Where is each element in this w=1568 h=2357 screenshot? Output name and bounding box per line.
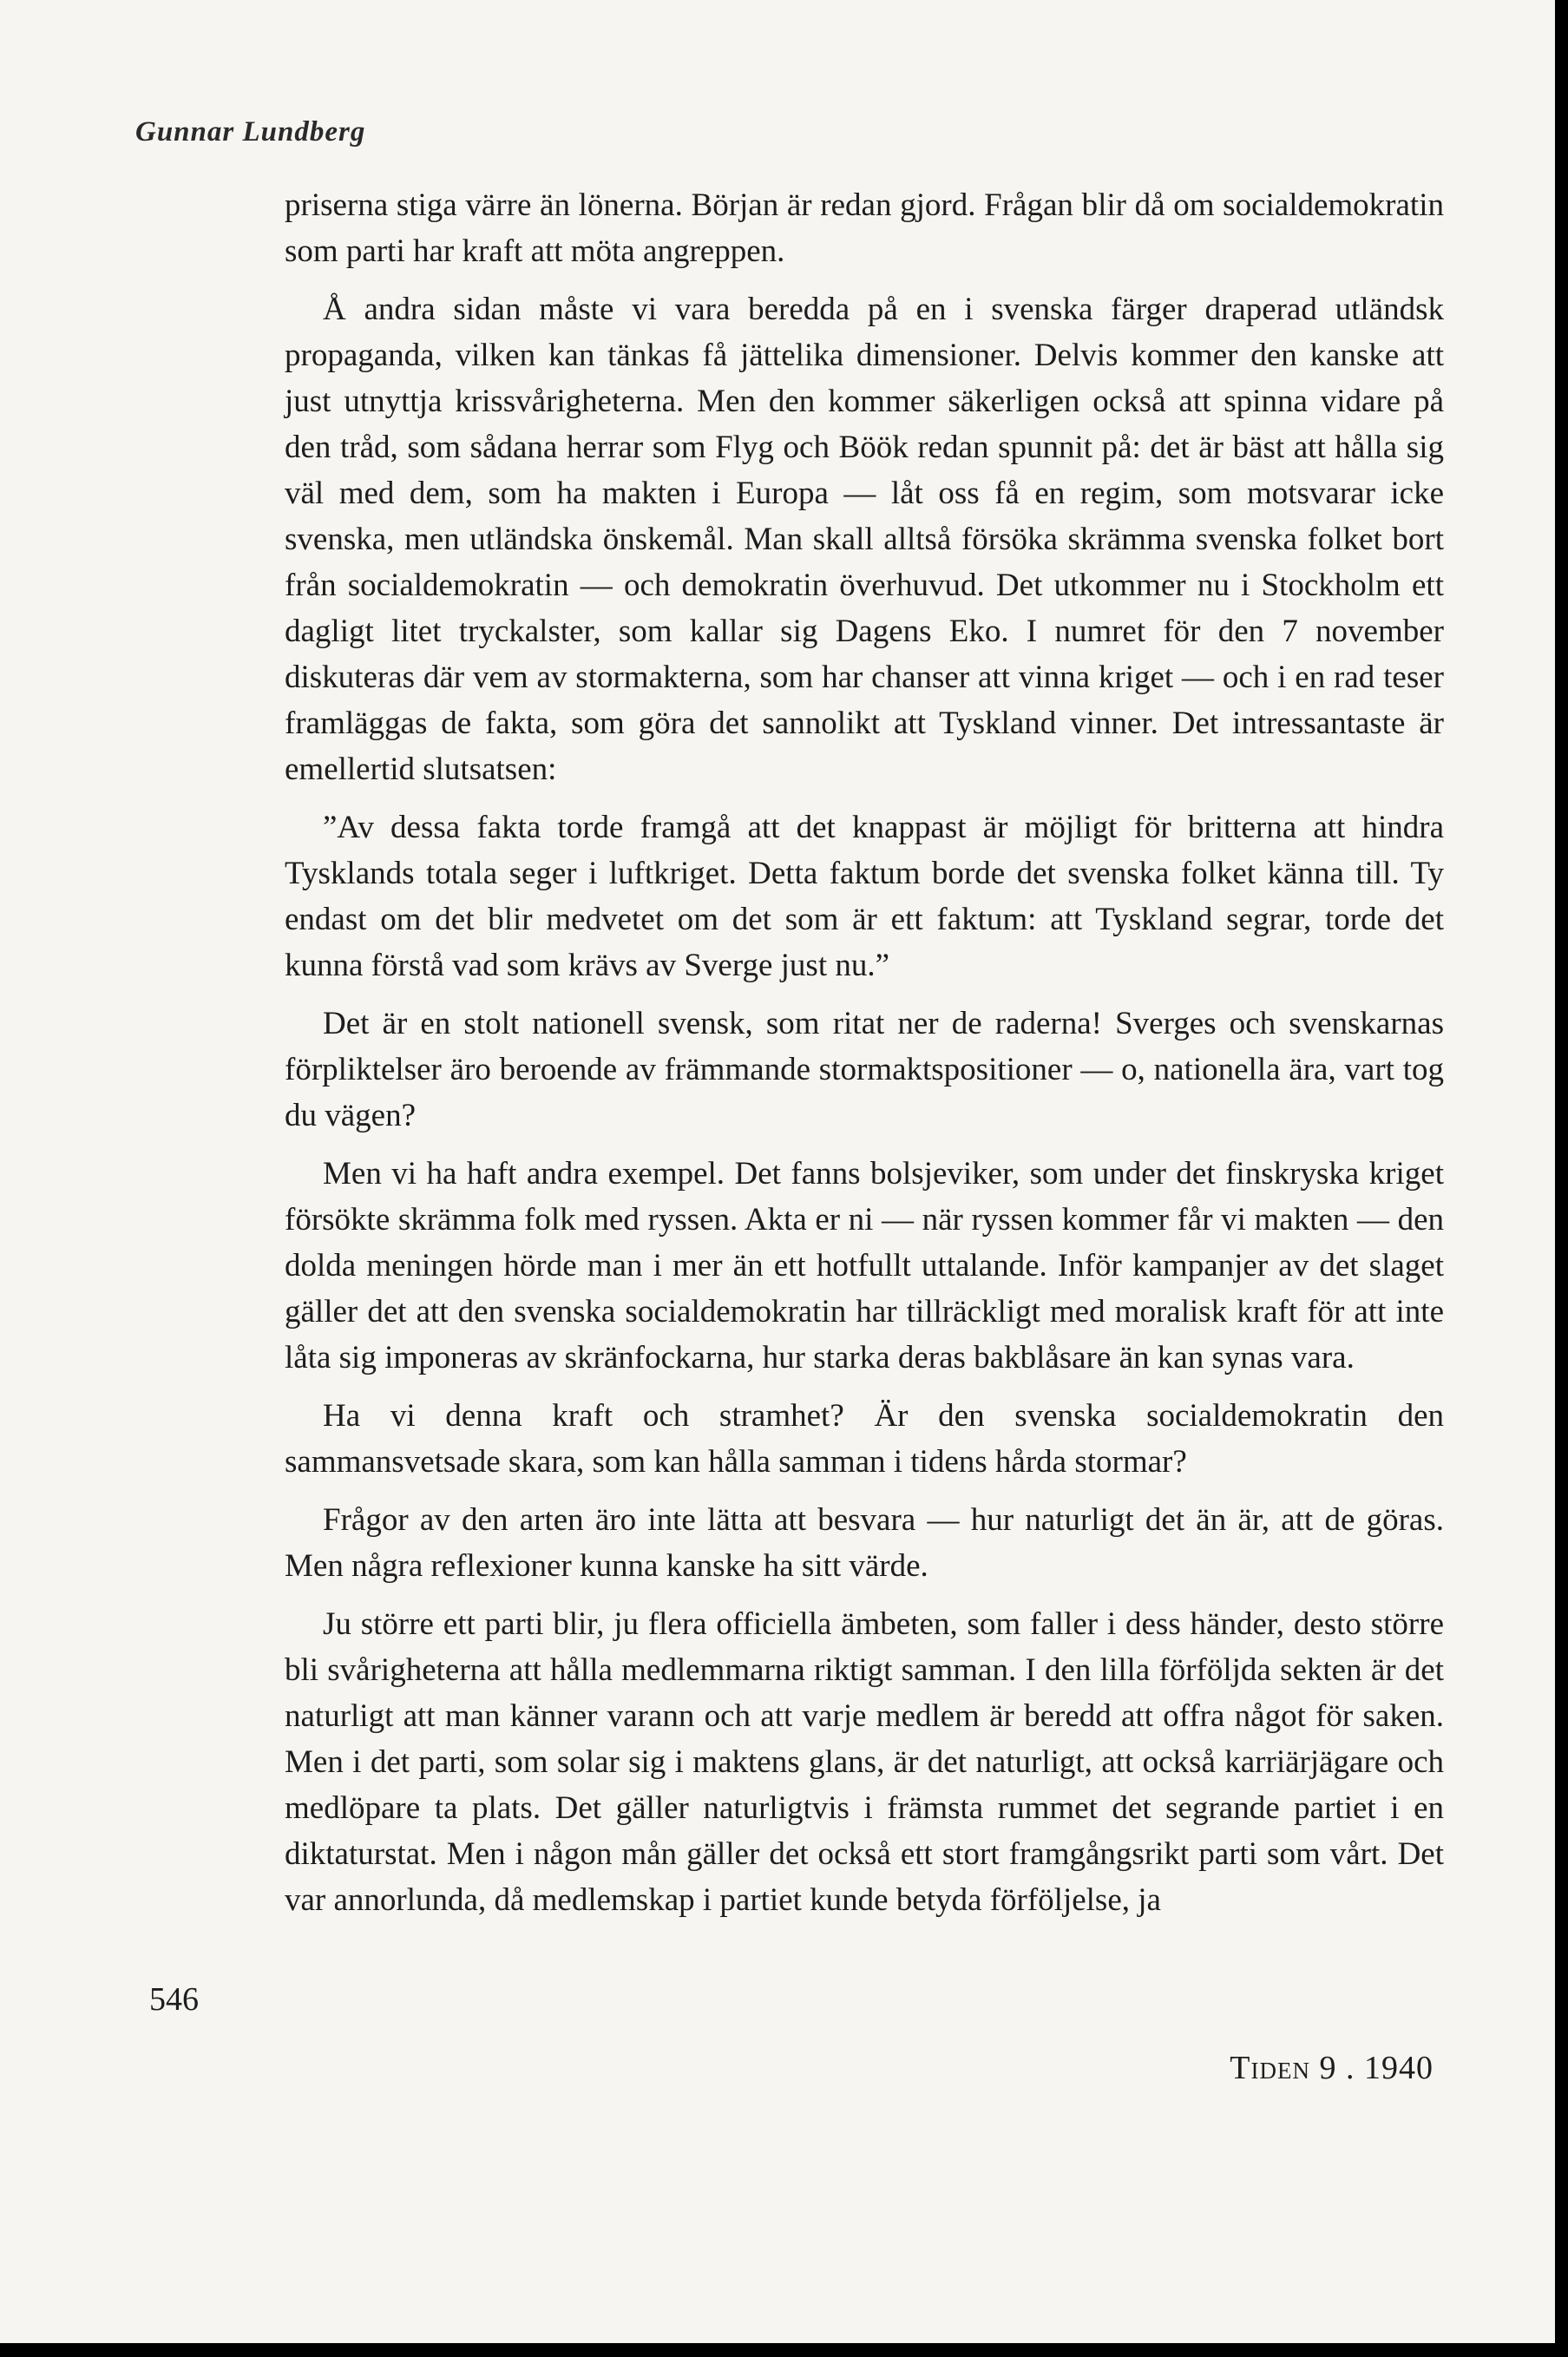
paragraph-4: Det är en stolt nationell svensk, som ritat ner de raderna! Sverges och svenskarnas förpliktelser äro beroende av främmande stormaktspositioner — o, nationella ära, vart tog du vägen?: [285, 1006, 1444, 1133]
paragraph-1: priserna stiga värre än lönerna. Början är redan gjord. Frågan blir då om socialdemokratin som parti har kraft att möta angreppen.: [285, 187, 1444, 269]
journal-footer: Tiden 9 . 1940: [1230, 2050, 1434, 2086]
paragraph-8: Ju större ett parti blir, ju flera officiella ämbeten, som faller i dess händer, desto större bli svårigheterna att hålla medlemmarna riktigt samman. I den lilla förföljda sekten är det naturligt att man känner varann och att varje medlem är beredd att offra något för saken. Men i det parti, som solar sig i maktens glans, är det naturligt, att också karriärjägare och medlöpare ta plats. Det gäller naturligtvis i främsta rummet det segrande partiet i en diktaturstat. Men i någon mån gäller det också ett stort framgångsrikt parti som vårt. Det var annorlunda, då medlemskap i partiet kunde betyda förföljelse, ja: [285, 1606, 1444, 1918]
running-head: Gunnar Lundberg: [135, 116, 366, 148]
quote-paragraph: ”Av dessa fakta torde framgå att det knappast är möjligt för britterna att hindra Tysklands totala seger i luftkriget. Detta faktum borde det svenska folket känna till. Ty endast om det blir medvetet om det som är ett faktum: att Tyskland segrar, torde det kunna förstå vad som krävs av Sverge just nu.”: [285, 810, 1444, 983]
paragraph-6: Ha vi denna kraft och stramhet? Är den svenska socialdemokratin den sammansvetsade skara, som kan hålla samman i tidens hårda stormar?: [285, 1398, 1444, 1480]
paragraph-2: Å andra sidan måste vi vara beredda på en i svenska färger draperad utländsk propaganda, vilken kan tänkas få jättelika dimensioner. Delvis kommer den kanske att just utnyttja krissvårigheterna. Men den kommer säkerligen också att spinna vidare på den tråd, som sådana herrar som Flyg och Böök redan spunnit på: det är bäst att hålla sig väl med dem, som ha makten i Europa — låt oss få en regim, som motsvarar icke svenska, men utländska önskemål. Man skall alltså försöka skrämma svenska folket bort från socialdemokratin — och demokratin överhuvud. Det utkommer nu i Stockholm ett dagligt litet tryckalster, som kallar sig Dagens Eko. I numret för den 7 november diskuteras där vem av stormakterna, som har chanser att vinna kriget — och i en rad teser framläggas de fakta, som göra det sannolikt att Tyskland vinner. Det intressantaste är emellertid slutsatsen:: [285, 292, 1444, 787]
paragraph-7: Frågor av den arten äro inte lätta att besvara — hur naturligt det än är, att de göras. Men några reflexioner kunna kanske ha sitt värde.: [285, 1502, 1444, 1584]
paragraph-5: Men vi ha haft andra exempel. Det fanns bolsjeviker, som under det finskryska kriget försökte skrämma folk med ryssen. Akta er ni — när ryssen kommer får vi makten — den dolda meningen hörde man i mer än ett hotfullt uttalande. Inför kampanjer av det slaget gäller det att den svenska socialdemokratin har tillräckligt med moralisk kraft för att inte låta sig imponeras av skränfockarna, hur starka deras bakblåsare än kan synas vara.: [285, 1156, 1444, 1375]
page-number: 546: [149, 1981, 199, 2018]
body-text: [285, 182, 1444, 1935]
